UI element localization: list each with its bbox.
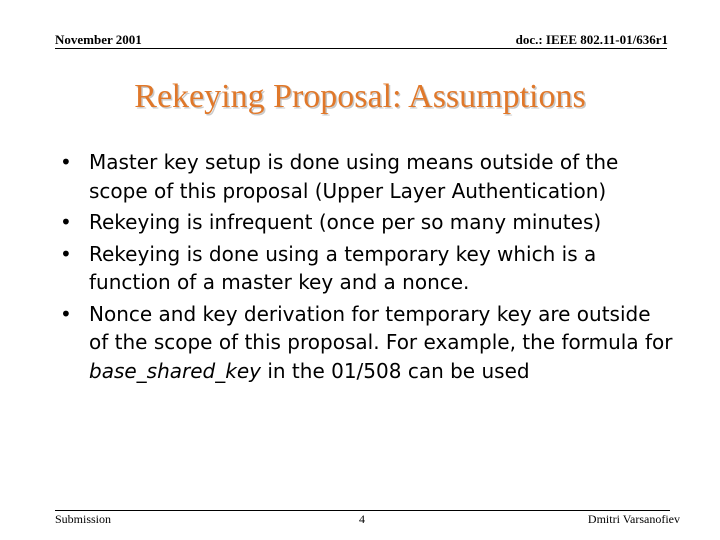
bullet-item bbox=[55, 300, 675, 386]
bullet-text-italic: base_shared_key bbox=[89, 358, 261, 383]
bullet-text: Master key setup is done using means outside of the scope of this proposal (Upper Layer Authentication) bbox=[89, 150, 619, 203]
bullet-list bbox=[55, 148, 675, 388]
bullet-text: Rekeying is done using a temporary key which is a function of a master key and a nonce. bbox=[89, 241, 597, 294]
bullet-text-before: Nonce and key derivation for temporary key are outside of the scope of this proposal. For example, the formula for bbox=[89, 301, 673, 354]
header-rule bbox=[55, 48, 667, 49]
bullet-text-after: in the 01/508 can be used bbox=[260, 358, 530, 383]
footer-author: Dmitri Varsanofiev bbox=[587, 512, 680, 526]
header-date: November 2001 bbox=[55, 32, 142, 47]
header-doc-id: doc.: IEEE 802.11-01/636r1 bbox=[515, 32, 668, 47]
footer-page-number: 4 bbox=[359, 512, 365, 526]
footer-rule bbox=[55, 510, 670, 511]
bullet-item bbox=[55, 208, 675, 237]
slide-title: Rekeying Proposal: Assumptions bbox=[134, 78, 586, 115]
bullet-item bbox=[55, 148, 675, 205]
footer-submission: Submission bbox=[55, 512, 112, 526]
bullet-text: Rekeying is infrequent (once per so many minutes) bbox=[89, 210, 602, 234]
bullet-item bbox=[55, 240, 675, 297]
